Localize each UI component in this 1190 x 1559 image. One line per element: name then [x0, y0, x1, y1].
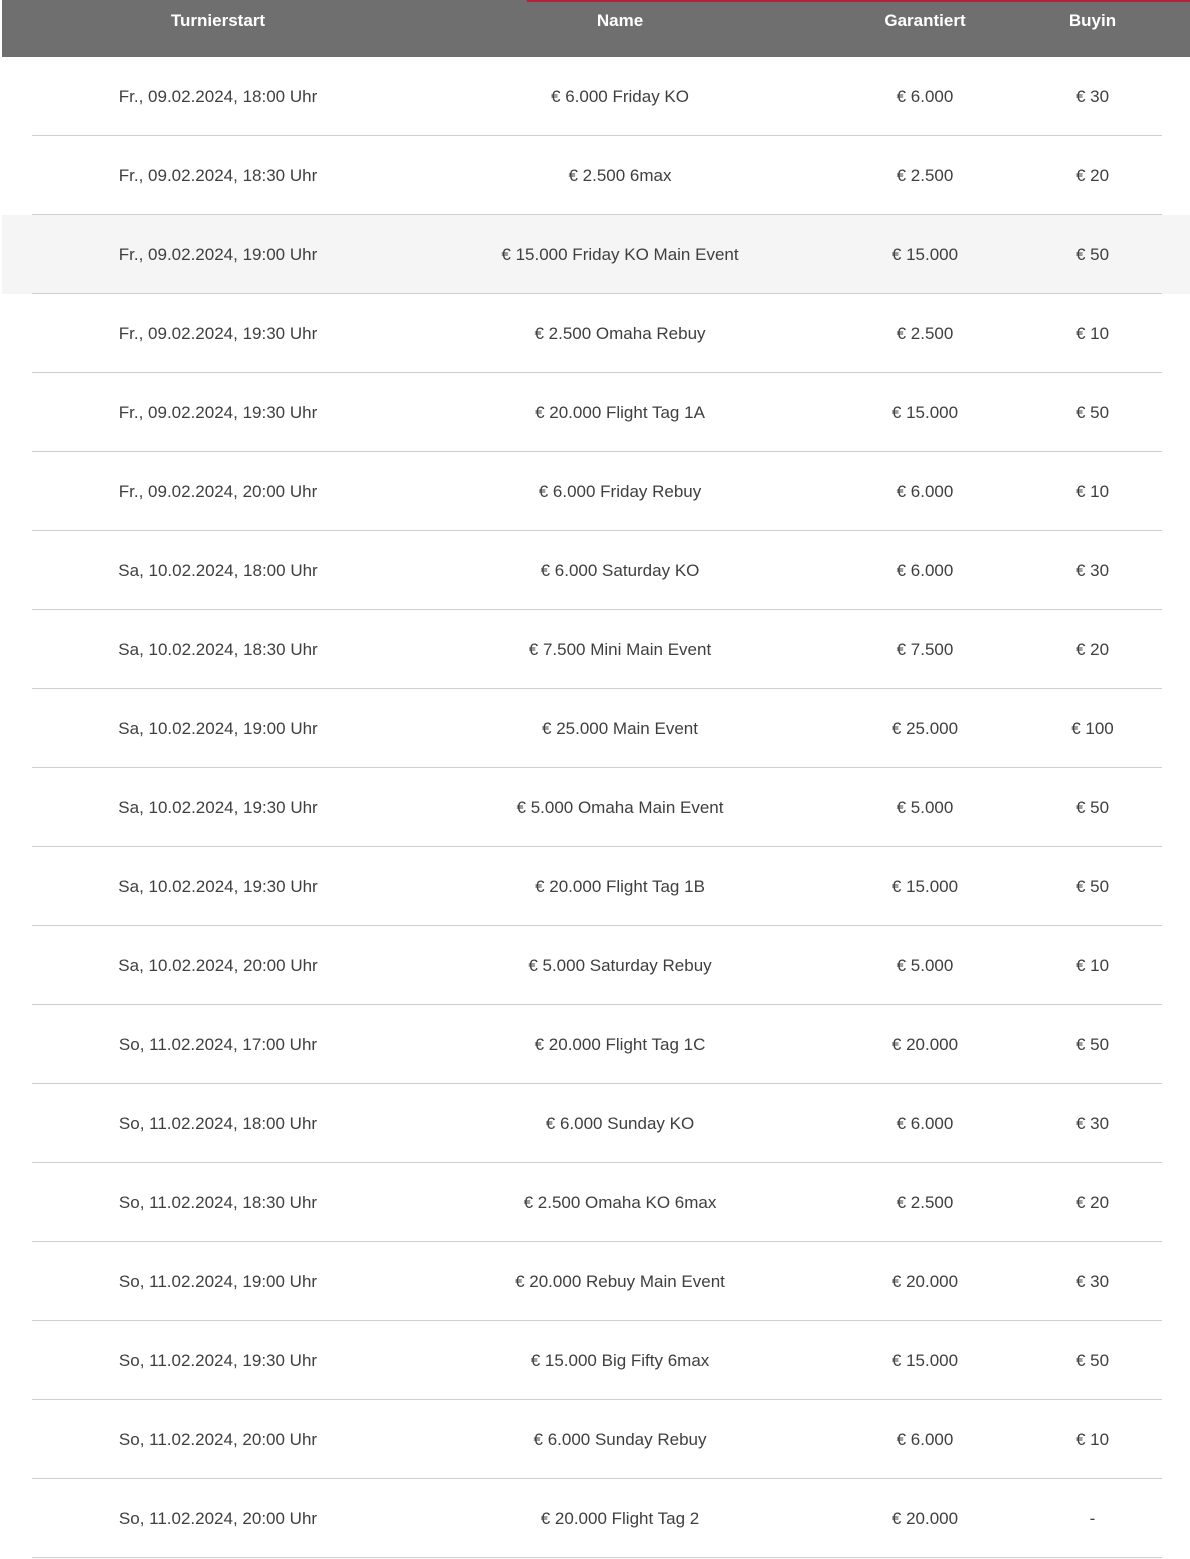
cell-guaranteed: € 15.000 [891, 403, 959, 422]
cell-start-time: Fr., 09.02.2024, 18:00 Uhr [118, 87, 318, 106]
table-row[interactable] [2, 1400, 1190, 1479]
cell-guaranteed: € 2.500 [896, 1193, 954, 1212]
table-row[interactable] [2, 610, 1190, 689]
cell-tournament-name: € 2.500 Omaha KO 6max [523, 1193, 717, 1212]
cell-buyin: € 10 [1075, 1430, 1110, 1449]
cell-buyin: € 20 [1075, 166, 1110, 185]
cell-start-time: Sa, 10.02.2024, 18:30 Uhr [118, 640, 318, 659]
cell-buyin: € 50 [1075, 798, 1110, 817]
table-row[interactable] [2, 768, 1190, 847]
cell-start-time: So, 11.02.2024, 20:00 Uhr [118, 1430, 318, 1449]
cell-buyin: - [1089, 1509, 1096, 1528]
cell-guaranteed: € 5.000 [896, 956, 954, 975]
cell-tournament-name: € 15.000 Friday KO Main Event [501, 245, 739, 264]
cell-buyin: € 100 [1071, 719, 1114, 738]
cell-guaranteed: € 20.000 [891, 1272, 959, 1291]
header-accent-line [527, 0, 1190, 2]
cell-start-time: Sa, 10.02.2024, 19:30 Uhr [118, 877, 318, 896]
cell-tournament-name: € 20.000 Flight Tag 1B [535, 877, 705, 896]
cell-guaranteed: € 2.500 [896, 324, 954, 343]
cell-buyin: € 10 [1075, 482, 1110, 501]
table-body [2, 57, 1190, 1558]
table-row[interactable] [2, 57, 1190, 136]
cell-guaranteed: € 6.000 [896, 1114, 954, 1133]
cell-tournament-name: € 20.000 Flight Tag 1C [534, 1035, 706, 1054]
table-row[interactable] [2, 531, 1190, 610]
cell-start-time: Fr., 09.02.2024, 20:00 Uhr [118, 482, 318, 501]
cell-buyin: € 30 [1075, 1272, 1110, 1291]
cell-buyin: € 50 [1075, 1351, 1110, 1370]
table-row[interactable] [2, 1005, 1190, 1084]
column-header-buyin[interactable]: Buyin [1068, 11, 1117, 30]
cell-tournament-name: € 6.000 Sunday Rebuy [533, 1430, 707, 1449]
cell-start-time: So, 11.02.2024, 19:00 Uhr [118, 1272, 318, 1291]
cell-guaranteed: € 6.000 [896, 482, 954, 501]
cell-guaranteed: € 5.000 [896, 798, 954, 817]
table-row[interactable] [2, 215, 1190, 294]
cell-tournament-name: € 20.000 Rebuy Main Event [515, 1272, 725, 1291]
cell-guaranteed: € 2.500 [896, 166, 954, 185]
table-header [2, 0, 1190, 57]
cell-guaranteed: € 20.000 [891, 1035, 959, 1054]
cell-tournament-name: € 5.000 Omaha Main Event [516, 798, 724, 817]
table-row[interactable] [2, 294, 1190, 373]
cell-guaranteed: € 15.000 [891, 245, 959, 264]
cell-guaranteed: € 15.000 [891, 877, 959, 896]
cell-guaranteed: € 15.000 [891, 1351, 959, 1370]
column-header-name[interactable]: Name [596, 11, 644, 30]
table-row[interactable] [2, 689, 1190, 768]
cell-buyin: € 50 [1075, 403, 1110, 422]
cell-start-time: Fr., 09.02.2024, 19:00 Uhr [118, 245, 318, 264]
cell-guaranteed: € 6.000 [896, 561, 954, 580]
cell-start-time: So, 11.02.2024, 20:00 Uhr [118, 1509, 318, 1528]
cell-buyin: € 50 [1075, 245, 1110, 264]
cell-buyin: € 10 [1075, 956, 1110, 975]
cell-buyin: € 50 [1075, 1035, 1110, 1054]
cell-buyin: € 50 [1075, 877, 1110, 896]
table-row[interactable] [2, 1163, 1190, 1242]
cell-tournament-name: € 2.500 Omaha Rebuy [534, 324, 706, 343]
cell-tournament-name: € 6.000 Saturday KO [540, 561, 700, 580]
table-row[interactable] [2, 452, 1190, 531]
cell-start-time: Fr., 09.02.2024, 19:30 Uhr [118, 324, 318, 343]
cell-start-time: Sa, 10.02.2024, 20:00 Uhr [118, 956, 318, 975]
table-row[interactable] [2, 1321, 1190, 1400]
cell-start-time: Fr., 09.02.2024, 19:30 Uhr [118, 403, 318, 422]
cell-guaranteed: € 20.000 [891, 1509, 959, 1528]
cell-tournament-name: € 6.000 Sunday KO [545, 1114, 695, 1133]
cell-buyin: € 20 [1075, 640, 1110, 659]
cell-buyin: € 30 [1075, 1114, 1110, 1133]
tournament-table [2, 0, 1190, 1558]
cell-tournament-name: € 2.500 6max [568, 166, 672, 185]
cell-buyin: € 30 [1075, 561, 1110, 580]
table-row[interactable] [2, 1479, 1190, 1558]
table-row[interactable] [2, 1084, 1190, 1163]
cell-buyin: € 30 [1075, 87, 1110, 106]
cell-buyin: € 10 [1075, 324, 1110, 343]
cell-tournament-name: € 25.000 Main Event [542, 719, 698, 738]
cell-start-time: Sa, 10.02.2024, 19:00 Uhr [118, 719, 318, 738]
row-divider [32, 1557, 1162, 1558]
cell-guaranteed: € 7.500 [896, 640, 954, 659]
cell-start-time: Fr., 09.02.2024, 18:30 Uhr [118, 166, 318, 185]
cell-guaranteed: € 25.000 [891, 719, 959, 738]
cell-tournament-name: € 20.000 Flight Tag 2 [540, 1509, 700, 1528]
cell-tournament-name: € 6.000 Friday KO [551, 87, 689, 106]
cell-start-time: So, 11.02.2024, 18:00 Uhr [118, 1114, 318, 1133]
cell-buyin: € 20 [1075, 1193, 1110, 1212]
cell-start-time: So, 11.02.2024, 19:30 Uhr [118, 1351, 318, 1370]
table-row[interactable] [2, 926, 1190, 1005]
cell-tournament-name: € 20.000 Flight Tag 1A [535, 403, 705, 422]
cell-start-time: Sa, 10.02.2024, 19:30 Uhr [118, 798, 318, 817]
column-header-start[interactable]: Turnierstart [170, 11, 266, 30]
table-row[interactable] [2, 847, 1190, 926]
cell-tournament-name: € 15.000 Big Fifty 6max [530, 1351, 710, 1370]
cell-start-time: So, 11.02.2024, 18:30 Uhr [118, 1193, 318, 1212]
column-header-guaranteed[interactable]: Garantiert [884, 11, 966, 30]
cell-guaranteed: € 6.000 [896, 1430, 954, 1449]
table-row[interactable] [2, 373, 1190, 452]
cell-start-time: So, 11.02.2024, 17:00 Uhr [118, 1035, 318, 1054]
cell-tournament-name: € 6.000 Friday Rebuy [538, 482, 702, 501]
table-row[interactable] [2, 136, 1190, 215]
cell-start-time: Sa, 10.02.2024, 18:00 Uhr [118, 561, 318, 580]
cell-tournament-name: € 7.500 Mini Main Event [528, 640, 712, 659]
cell-guaranteed: € 6.000 [896, 87, 954, 106]
cell-tournament-name: € 5.000 Saturday Rebuy [528, 956, 712, 975]
table-row[interactable] [2, 1242, 1190, 1321]
